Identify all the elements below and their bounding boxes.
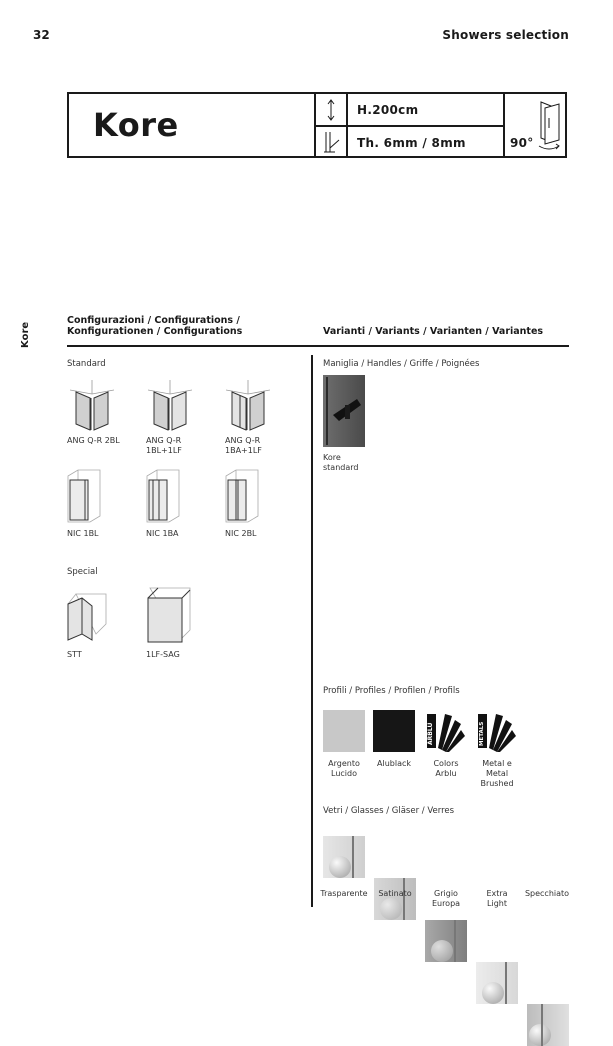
glass-swatch-satinato	[374, 878, 416, 920]
height-value: H.200cm	[357, 103, 419, 117]
profile-swatch-argento	[323, 710, 365, 752]
configurations-heading-line: Configurazioni / Configurations /	[67, 315, 240, 326]
product-spec-box	[67, 92, 567, 158]
config-ang-1bl-1lf-diagram	[148, 380, 192, 432]
config-label: STT	[67, 650, 82, 659]
profile-swatch-alublack	[373, 710, 415, 752]
config-1lf-sag-diagram	[144, 586, 192, 644]
heading-rule	[67, 345, 569, 347]
height-arrow-icon	[321, 98, 341, 122]
profile-badge-text: ARBLU	[427, 722, 434, 745]
config-ang-2bl-diagram	[70, 380, 114, 432]
glass-swatch-grigio-europa	[425, 920, 467, 962]
profile-caption: Alublack	[377, 759, 411, 768]
side-tab	[20, 322, 50, 352]
config-label: ANG Q-R 1BA+1LF	[225, 436, 262, 455]
colors-arblu-fan-icon	[425, 710, 467, 752]
config-label: NIC 1BL	[67, 529, 99, 538]
profile-badge-text: METALS	[479, 721, 485, 746]
standard-label: Standard	[67, 359, 106, 369]
configurations-heading-line: Konfigurationen / Configurations	[67, 326, 243, 337]
page-number: 32	[33, 28, 50, 42]
config-nic-2bl-diagram	[224, 466, 260, 524]
glass-caption: Satinato	[378, 889, 412, 898]
metals-fan-icon	[476, 710, 518, 752]
column-divider	[311, 355, 313, 907]
glass-swatch-specchiato	[527, 1004, 569, 1046]
config-ang-1ba-1lf-diagram	[226, 380, 270, 432]
handle-icon	[323, 375, 365, 447]
special-label: Special	[67, 567, 98, 577]
config-label: NIC 2BL	[225, 529, 257, 538]
divider	[314, 125, 505, 127]
handle-caption: Kore standard	[323, 453, 359, 472]
glass-thickness-icon	[321, 130, 341, 154]
profile-caption: Metal e Metal Brushed	[480, 759, 514, 788]
product-name: Kore	[93, 106, 179, 144]
config-nic-1ba-diagram	[145, 466, 181, 524]
handle-photo	[323, 375, 365, 447]
glass-caption: Specchiato	[524, 889, 570, 898]
config-nic-1bl-diagram	[66, 466, 102, 524]
config-label: 1LF-SAG	[146, 650, 180, 659]
glasses-label: Vetri / Glasses / Gläser / Verres	[323, 806, 455, 816]
glass-caption: Grigio Europa	[431, 889, 461, 908]
glass-caption: Trasparente	[320, 889, 368, 898]
opening-angle: 90°	[510, 136, 534, 150]
profiles-label: Profili / Profiles / Profilen / Profils	[323, 686, 460, 696]
handles-label: Maniglia / Handles / Griffe / Poignées	[323, 359, 480, 369]
glass-swatch-extra-light	[476, 962, 518, 1004]
thickness-value: Th. 6mm / 8mm	[357, 136, 466, 150]
config-label: NIC 1BA	[146, 529, 179, 538]
config-label: ANG Q-R 2BL	[67, 436, 120, 445]
config-label: ANG Q-R 1BL+1LF	[146, 436, 182, 455]
glass-caption: Extra Light	[486, 889, 508, 908]
section-title: Showers selection	[442, 28, 569, 42]
configurations-heading	[67, 315, 242, 337]
side-tab-label: Kore	[20, 321, 31, 348]
door-opening-icon	[535, 98, 563, 154]
config-stt-diagram	[66, 590, 108, 644]
profile-caption: Colors Arblu	[433, 759, 459, 778]
glass-swatch-trasparente	[323, 836, 365, 878]
variants-heading: Varianti / Variants / Varianten / Variantes	[323, 326, 544, 337]
profile-caption: Argento Lucido	[328, 759, 360, 778]
